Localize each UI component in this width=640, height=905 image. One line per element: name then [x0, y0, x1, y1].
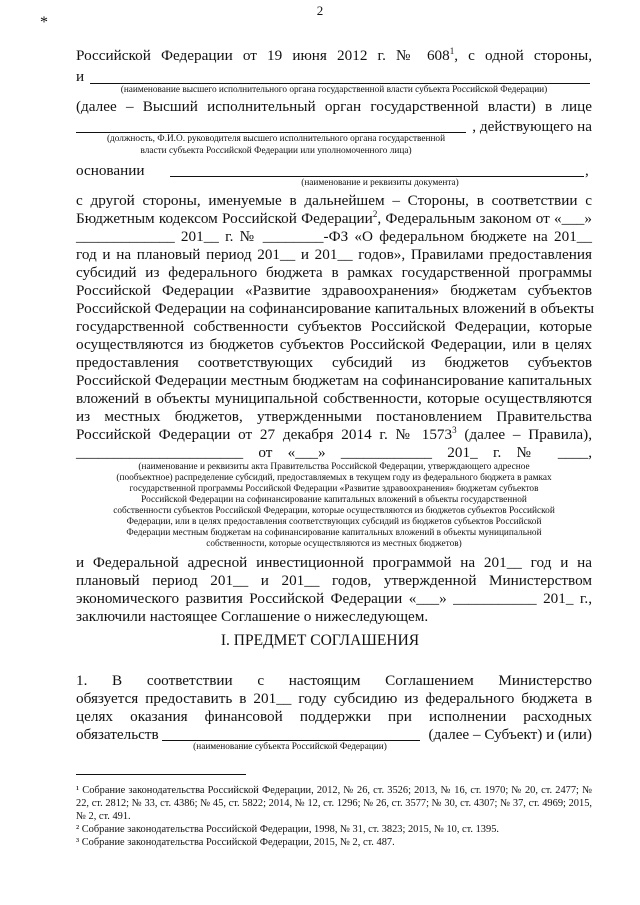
field-note: (наименование субъекта Российской Федерации)	[193, 742, 387, 752]
field-note: собственности, которые осуществляются из местных бюджетов)	[206, 539, 462, 549]
field-note: (наименование и реквизиты документа)	[301, 178, 459, 188]
text: , Федеральным законом от «___»	[377, 210, 592, 227]
footnote: ² Собрание законодательства Российской Федерации, 1998, № 31, ст. 3823; 2015, № 10, ст. 1395.	[76, 824, 499, 835]
body-line: обязуется предоставить в 201__ году субсидию из федерального бюджета в	[76, 690, 592, 707]
body-line: ______________________ от «___» ____________ 201_ г. № ____,	[76, 444, 592, 461]
body-line: Российской Федерации местным бюджетам на софинансирование капитальных	[76, 372, 592, 389]
footnote-separator	[76, 774, 246, 775]
text: (далее – Правила),	[456, 426, 592, 443]
text: , с одной стороны,	[454, 47, 592, 64]
body-line: осуществляются из бюджетов субъектов Российской Федерации, или в целях	[76, 336, 592, 353]
text: Российской Федерации от 27 декабря 2014 г. № 1573	[76, 426, 453, 443]
body-line	[76, 210, 592, 227]
footnote-ref: 1	[449, 45, 455, 56]
body-line: плановый период 201__ и 201__ годов, утвержденной Министерством	[76, 572, 592, 589]
body-line: (далее – Высший исполнительный орган государственной власти) в лице	[76, 98, 592, 115]
field-note: Российской Федерации на софинансирование капитальных вложений в объекты государственной	[141, 495, 527, 505]
body-line: и	[76, 68, 85, 85]
field-note: Федерации местным бюджетам на софинансирование капитальных вложений в объекты муниципальной	[126, 528, 542, 538]
body-line: год и на плановый период 201__ и 201__ годов», Правилами предоставления	[76, 246, 592, 263]
fill-line	[90, 83, 590, 84]
body-line	[76, 47, 592, 64]
footnote-ref: 3	[452, 424, 457, 435]
body-line: заключили настоящее Соглашение о нижеследующем.	[76, 608, 429, 625]
text: Российской Федерации от 19 июня 2012 г. № 608	[76, 47, 450, 64]
body-line: Российской Федерации «Развитие здравоохранения» бюджетам субъектов	[76, 282, 592, 299]
fill-line	[170, 176, 584, 177]
body-line: 1. В соответствии с настоящим Соглашением Министерство	[76, 672, 592, 689]
body-line: Российской Федерации на софинансирование капитальных вложений в объекты	[76, 300, 595, 317]
body-line: экономического развития Российской Федерации «___» ___________ 201_ г.,	[76, 590, 592, 607]
body-line: целях оказания финансовой поддержки при исполнении расходных	[76, 708, 592, 725]
field-note: (пообъектное) распределение субсидий, предоставляемых в текущем году из федерального бюджета в рамках	[116, 473, 552, 483]
text: Бюджетным кодексом Российской Федерации	[76, 210, 373, 227]
footnote-ref: 2	[372, 208, 378, 219]
field-note: государственной программы Российской Федерации «Развитие здравоохранения» бюджетам субъектов	[129, 484, 539, 494]
fill-line	[162, 740, 420, 741]
body-line: вложений в объекты муниципальной собственности, которые осуществляются	[76, 390, 592, 407]
field-note: (наименование и реквизиты акта Правительства Российской Федерации, утверждающего адресное	[138, 462, 530, 472]
field-note: собственности субъектов Российской Федерации, которые осуществляются из бюджетов субъектов Российской	[113, 506, 555, 516]
footnote: ¹ Собрание законодательства Российской Федерации, 2012, № 26, ст. 3526; 2013, № 16, ст. 1970; № 20, ст. 2477; № 22, ст. 2812; № 33, ст. 4386; № 45, ст. 5822; 2014, № 12, ст. 1296; № 26, ст. 3577; № 30, ст. 4307; № 37, ст. 4969; 2015, № 2, ст. 491.	[76, 785, 592, 822]
body-line: предоставления соответствующих субсидий из бюджетов субъектов	[76, 354, 592, 371]
footnote: ³ Собрание законодательства Российской Федерации, 2015, № 2, ст. 487.	[76, 837, 395, 848]
field-note: власти субъекта Российской Федерации или уполномоченного лица)	[140, 146, 412, 156]
section-heading: I. ПРЕДМЕТ СОГЛАШЕНИЯ	[220, 632, 420, 649]
body-line: , действующего на	[472, 118, 592, 135]
field-note: Федерации, или в целях предоставления соответствующих субсидий из бюджетов субъектов Российской	[126, 517, 542, 527]
body-line: _____________ 201__ г. № ________-ФЗ «О федеральном бюджете на 201__	[76, 228, 592, 245]
field-note: (должность, Ф.И.О. руководителя высшего исполнительного органа государственной	[106, 134, 446, 144]
body-line: (далее – Субъект) и (или)	[428, 726, 592, 743]
fill-line	[76, 132, 466, 133]
page-number: 2	[316, 3, 324, 18]
body-line: обязательств	[76, 726, 159, 743]
body-line	[76, 426, 592, 443]
body-line: из местных бюджетов, утвержденными постановлением Правительства	[76, 408, 592, 425]
corner-mark: *	[40, 14, 48, 31]
body-line: субсидий из федерального бюджета в рамках государственной программы	[76, 264, 592, 281]
field-note: (наименование высшего исполнительного органа государственной власти субъекта Российской Федерации)	[120, 85, 548, 95]
body-line: основании	[76, 162, 145, 179]
body-line: с другой стороны, именуемые в дальнейшем – Стороны, в соответствии с	[76, 192, 592, 209]
body-line: ,	[585, 162, 589, 179]
body-line: и Федеральной адресной инвестиционной программой на 201__ год и на	[76, 554, 592, 571]
body-line: государственной собственности субъектов Российской Федерации, которые	[76, 318, 592, 335]
